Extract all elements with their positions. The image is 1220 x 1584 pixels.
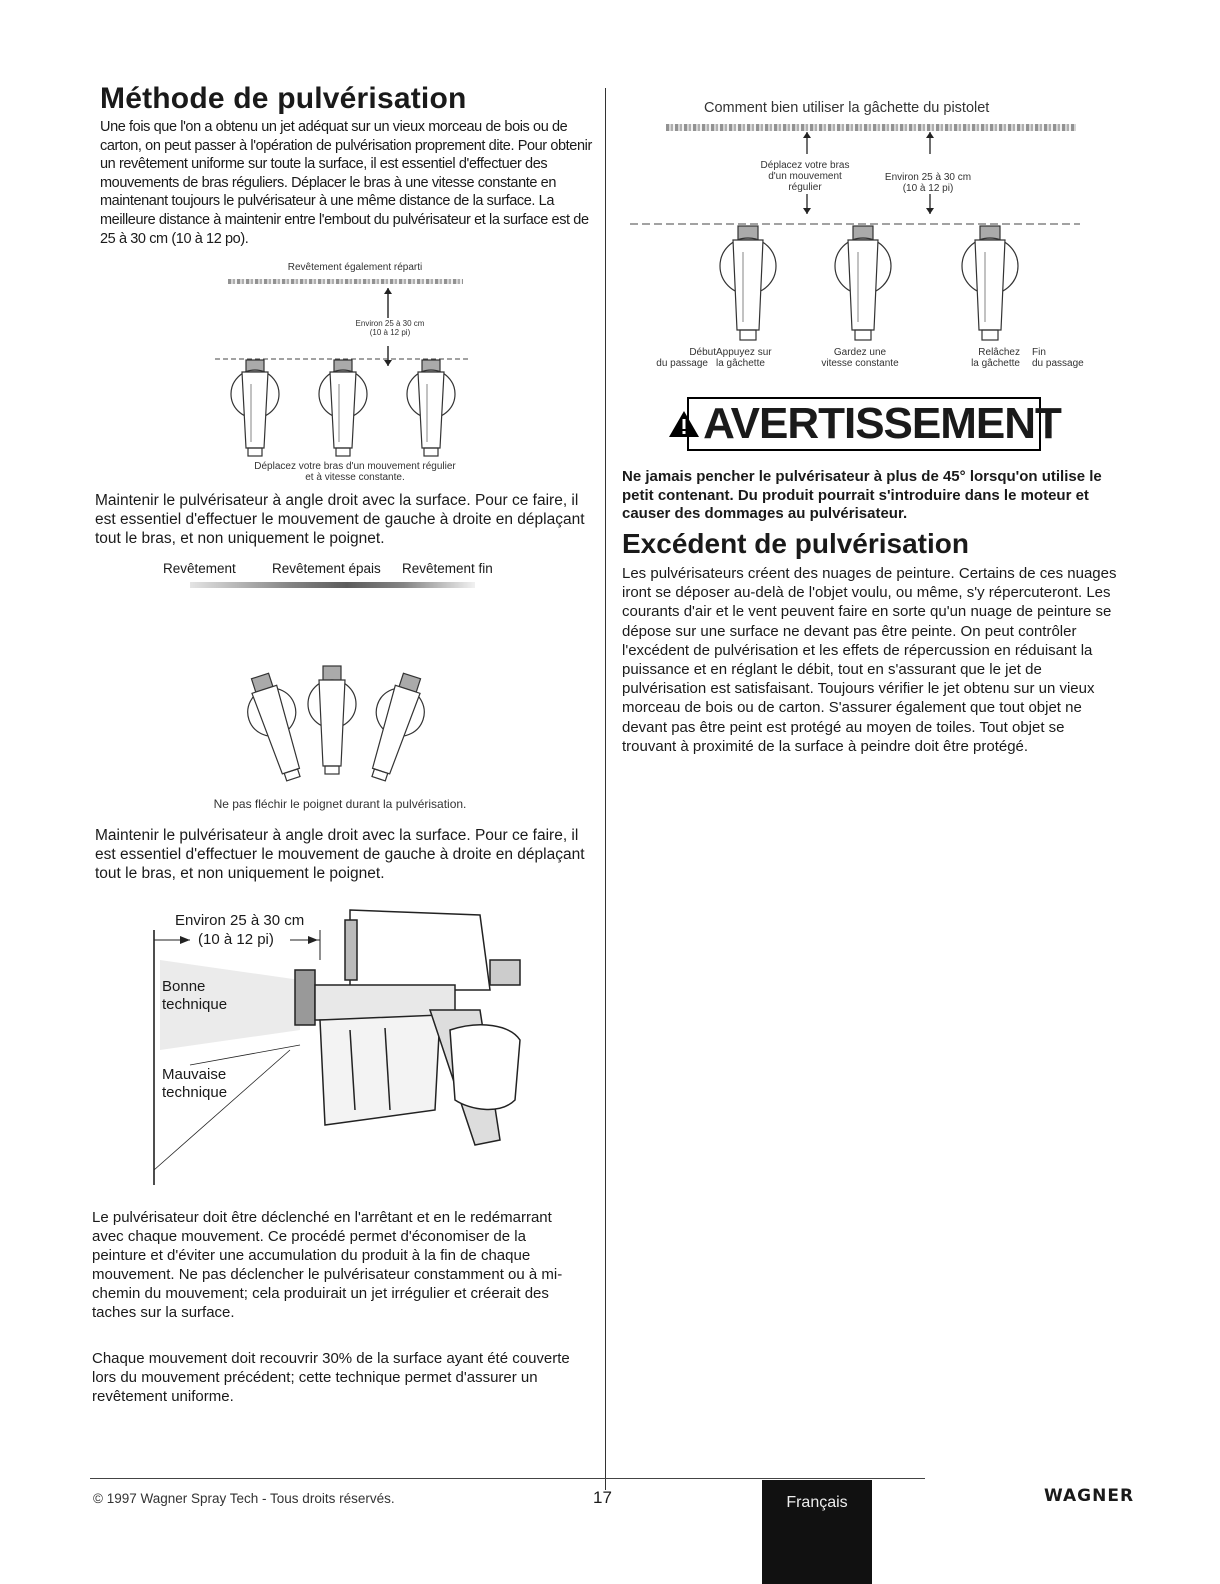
- fig1-top-label: Revêtement également réparti: [287, 262, 423, 273]
- paragraph-declenchement: Le pulvérisateur doit être déclenché en l'arrêtant et en le redémarrant avec chaque mouvement. Ce procédé permet d'économiser de la peinture et d'éviter une accumulation du produit à la fin de chaque mouvement. Ne pas déclencher le pulvérisateur constamment ou à mi-chemin du mouvement; cela produirait un jet irrégulier et créerait des taches sur la surface.: [92, 1209, 563, 1321]
- fig4-step5-2: du passage: [1032, 358, 1084, 369]
- language-tab[interactable]: [762, 1480, 872, 1584]
- fig4-move-3: régulier: [788, 182, 822, 193]
- fig4-step5-1: Fin: [1032, 347, 1046, 358]
- language-tab-label: Français: [786, 1494, 848, 1511]
- footer-copyright: © 1997 Wagner Spray Tech - Tous droits réservés.: [93, 1491, 395, 1506]
- fig1-sprayers: [215, 356, 475, 461]
- fig2-label-fin: Revêtement fin: [402, 561, 493, 576]
- fig4-move-1: Déplacez votre bras: [760, 160, 850, 171]
- excedent-paragraph: Les pulvérisateurs créent des nuages de peinture. Certains de ces nuages iront se déposer au-delà de l'objet voulu, ou même, s'y répercuteront. Les courants d'air et le vent peuvent faire en sorte qu'un nuage de peinture se dépose sur une surface ne devant pas être peinte. On peut contrôler l'excédent de pulvérisation et les effets de répercussion en réduisant la puissance et en réglant le débit, tout en s'assurant que le jet de pulvérisation est satisfaisant. Toujours vérifier le jet obtenu sur un vieux morceau de bois ou de carton. S'assurer également que tout objet ne devant pas être peint est protégé au moyen de toiles. Tout objet se trouvant à proximité de la surface à peindre doit être protégé.: [622, 565, 1117, 755]
- fig1-distance-2: (10 à 12 pi): [369, 328, 411, 337]
- footer-rule-left: [90, 1478, 610, 1479]
- fig4-spray-band: [666, 124, 1076, 131]
- fig4-step1-1: Début: [689, 347, 716, 358]
- section-title-excedent: Excédent de pulvérisation: [622, 528, 969, 559]
- footer-page-number: 17: [593, 1488, 612, 1507]
- fig2-sprayers: [220, 666, 460, 796]
- fig3-good-2: technique: [162, 996, 228, 1013]
- fig3-spray-gun: [150, 900, 570, 1180]
- fig4-step4-1: Relâchez: [978, 347, 1020, 358]
- paragraph-angle-droit-1: Maintenir le pulvérisateur à angle droit avec la surface. Pour ce faire, il est essentiel d'effectuer le mouvement de gauche à droite en déplaçant tout le bras, et non uniquement le poignet.: [95, 492, 585, 547]
- intro-paragraph: Une fois que l'on a obtenu un jet adéquat sur un vieux morceau de bois ou de carton, on peut passer à l'opération de pulvérisation proprement dite. Pour obtenir un revêtement uniforme sur toute la surface, il est essentiel d'effectuer des mouvements de bras réguliers. Déplacer le bras à une vitesse constante en maintenant toujours le pulvérisateur à une même distance de la surface. La meilleure distance à maintenir entre l'embout du pulvérisateur et la surface est de 25 à 30 cm (10 à 12 po).: [100, 119, 592, 247]
- column-divider: [605, 88, 606, 1490]
- warning-banner: [687, 397, 1061, 451]
- warning-label: AVERTISSEMENT: [703, 399, 1061, 448]
- fig1-distance-1: Environ 25 à 30 cm: [355, 319, 425, 328]
- fig4-dist-2: (10 à 12 pi): [902, 183, 954, 194]
- section-title-methode: Méthode de pulvérisation: [100, 82, 467, 115]
- fig2-spray-band: [190, 582, 475, 588]
- fig4-dist-1: Environ 25 à 30 cm: [884, 172, 972, 183]
- fig4-step3-2: vitesse constante: [821, 358, 899, 369]
- fig4-title: Comment bien utiliser la gâchette du pistolet: [704, 100, 990, 116]
- fig3-distance-1: Environ 25 à 30 cm: [175, 912, 305, 929]
- fig3-distance-2: (10 à 12 pi): [198, 931, 274, 948]
- fig2-caption: Ne pas fléchir le poignet durant la pulvérisation.: [213, 797, 467, 811]
- wagner-logo: WAGNER: [1044, 1486, 1135, 1506]
- warning-text: Ne jamais pencher le pulvérisateur à plus de 45° lorsqu'on utilise le petit contenant. Du produit pourrait s'introduire dans le moteur et causer des dommages au pulvérisateur.: [622, 468, 1102, 522]
- fig3-bad-2: technique: [162, 1084, 228, 1101]
- fig4-step2-1: Appuyez sur: [716, 347, 772, 358]
- footer-rule-right: [610, 1478, 925, 1479]
- fig3-good-1: Bonne: [162, 978, 206, 995]
- fig4-step1-2: du passage: [656, 358, 708, 369]
- warning-triangle-icon: [667, 409, 701, 439]
- fig4-step2-2: la gâchette: [716, 358, 765, 369]
- paragraph-recouvrement: Chaque mouvement doit recouvrir 30% de la surface ayant été couverte lors du mouvement précédent; cette technique permet d'assurer un revêtement uniforme.: [92, 1350, 570, 1405]
- fig4-step3-1: Gardez une: [833, 347, 887, 358]
- fig3-bad-1: Mauvaise: [162, 1066, 227, 1083]
- fig4-step4-2: la gâchette: [971, 358, 1020, 369]
- fig1-caption-2: et à vitesse constante.: [305, 472, 405, 483]
- fig1-spray-band: [228, 279, 463, 284]
- fig1-caption-1: Déplacez votre bras d'un mouvement régulier: [254, 461, 456, 472]
- fig2-label-revetement: Revêtement: [163, 561, 236, 576]
- fig2-label-epais: Revêtement épais: [272, 561, 381, 576]
- fig4-sprayers: [630, 218, 1090, 343]
- paragraph-angle-droit-2: Maintenir le pulvérisateur à angle droit avec la surface. Pour ce faire, il est essentiel d'effectuer le mouvement de gauche à droite en déplaçant tout le bras, et non uniquement le poignet.: [95, 827, 585, 882]
- fig4-move-2: d'un mouvement: [768, 171, 842, 182]
